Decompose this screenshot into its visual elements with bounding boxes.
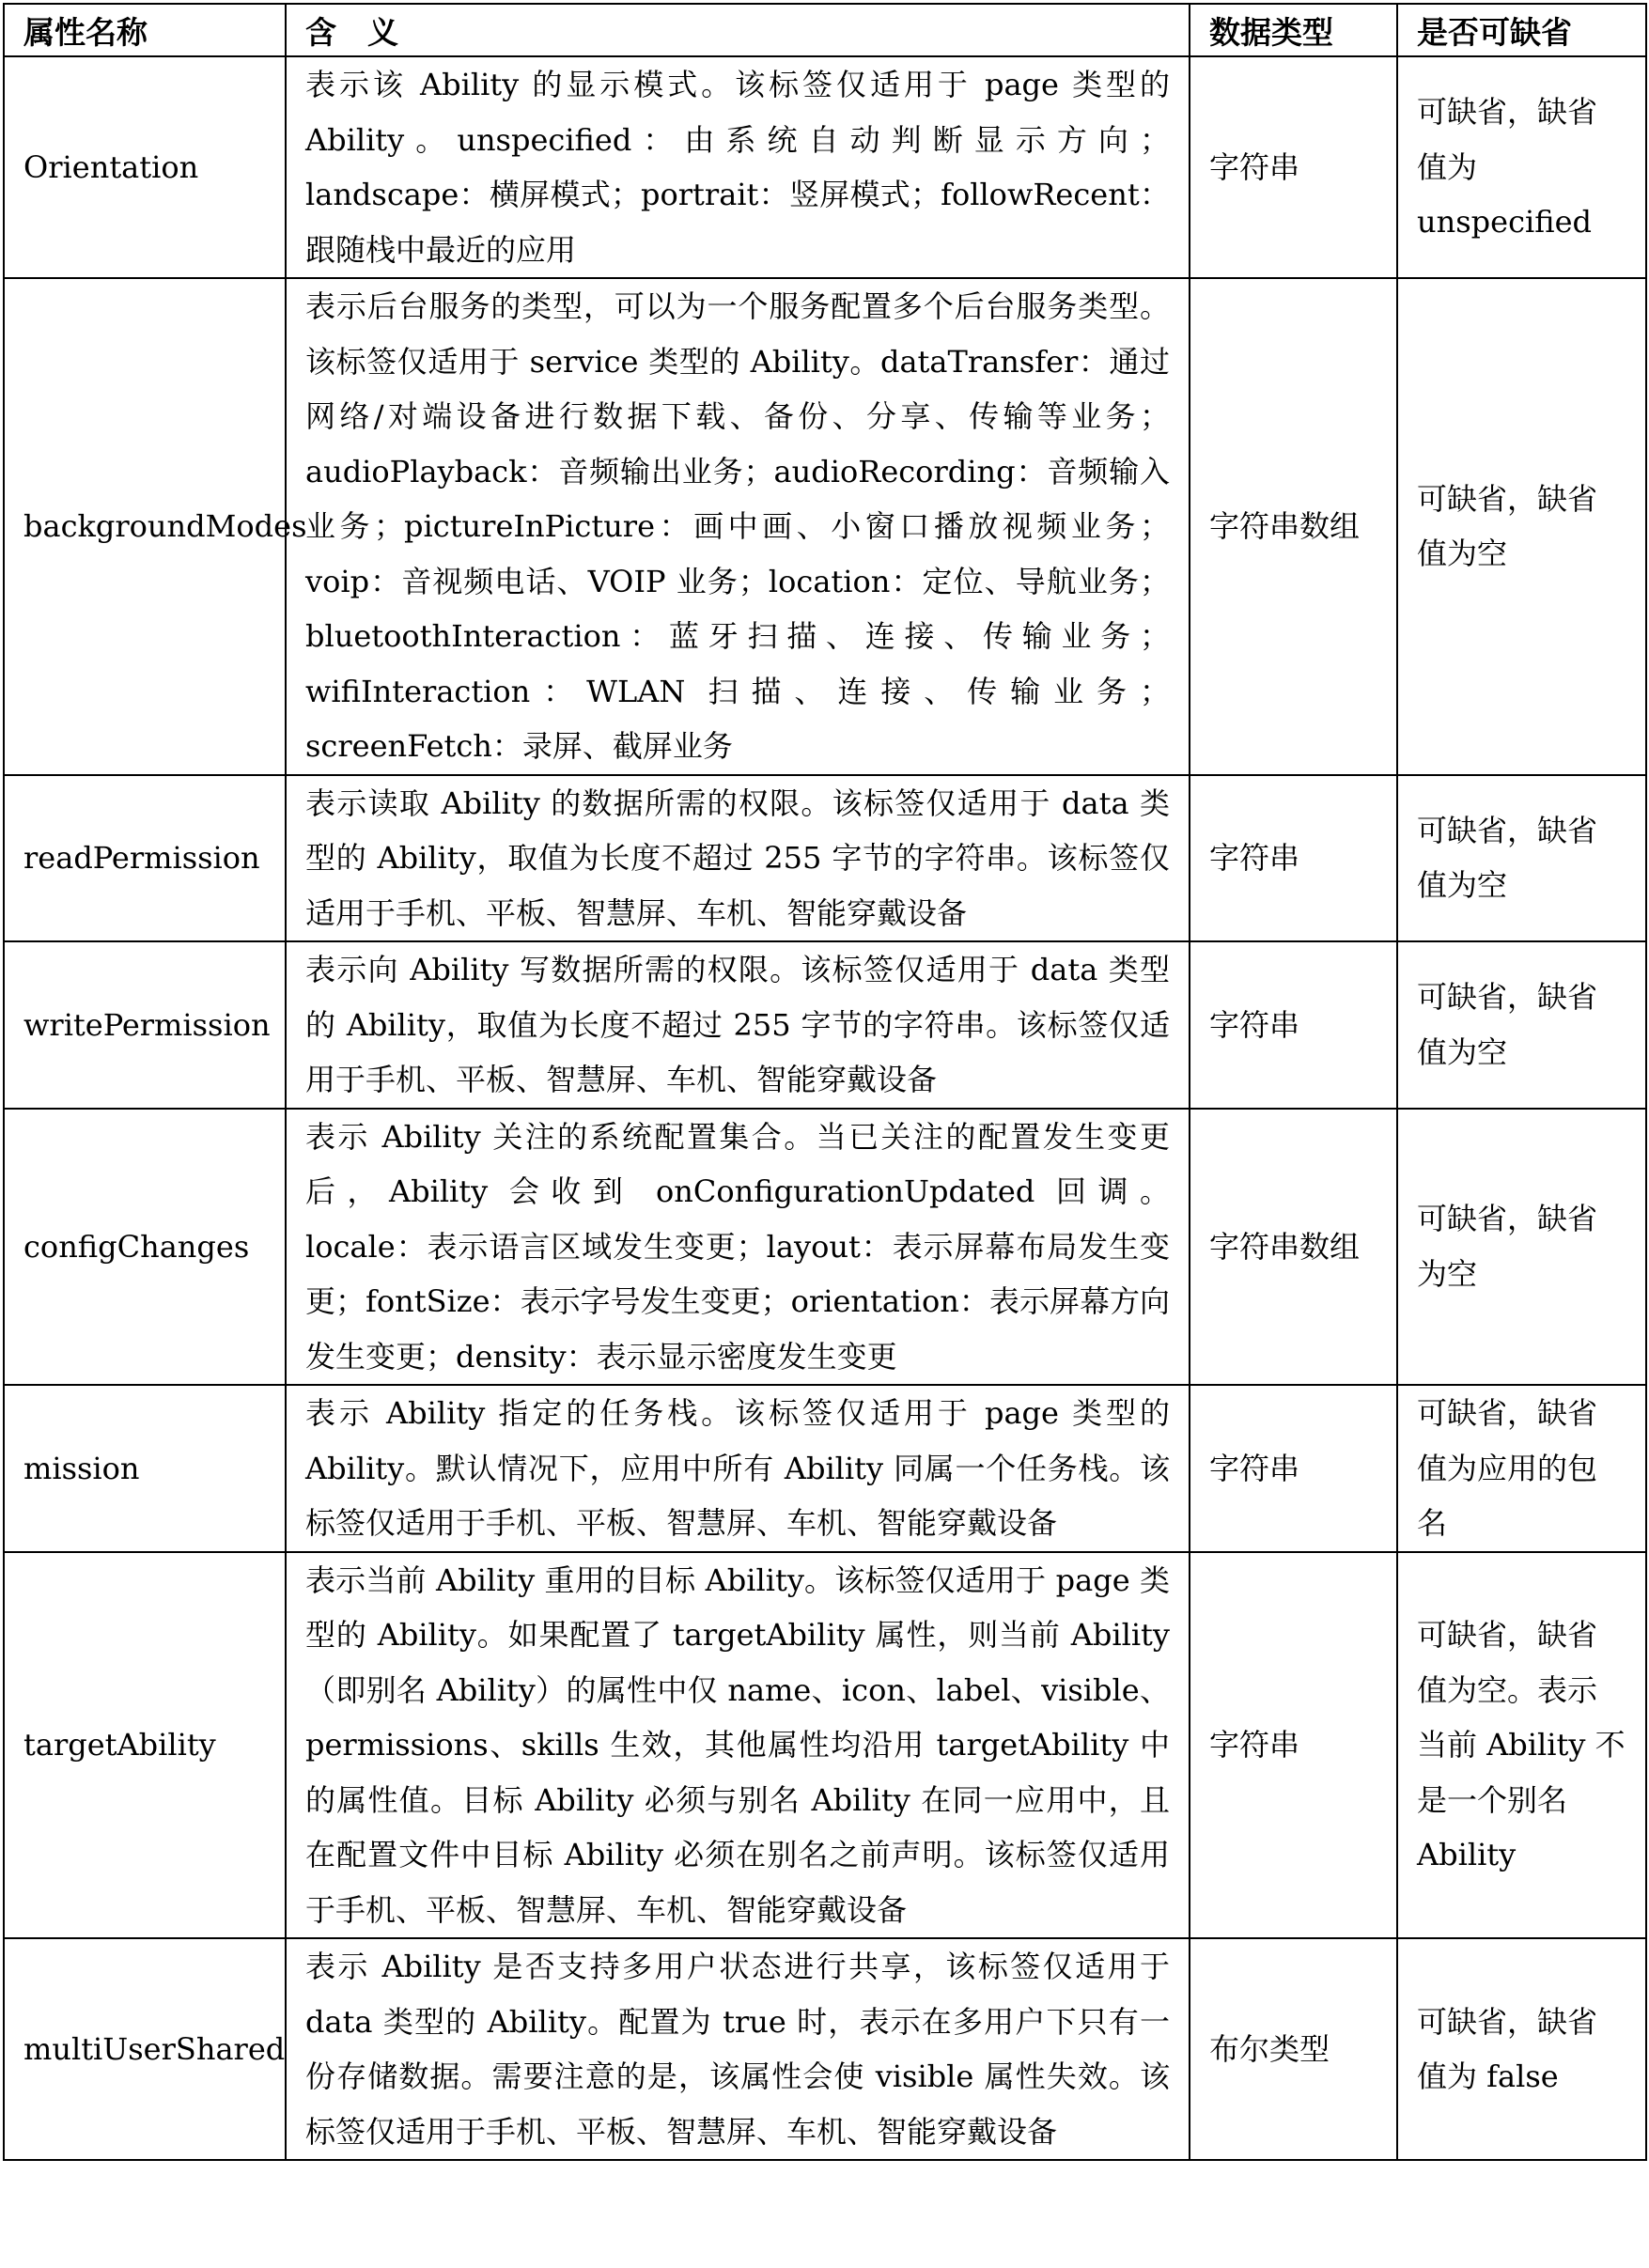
table-row	[4, 1385, 1646, 1552]
cell-optional: 可缺省，缺省值为空。表示当前 Ability 不是一个别名 Ability	[1397, 1552, 1646, 1939]
table-row	[4, 1552, 1646, 1939]
header-data-type: 数据类型	[1190, 4, 1397, 56]
header-attribute-name: 属性名称	[4, 4, 286, 56]
cell-meaning: 表示 Ability 关注的系统配置集合。当已关注的配置发生变更后，Ability 会收到 onConfigurationUpdated 回调。locale：表示语言区域发生变更；layout：表示屏幕布局发生变更；fontSize：表示字号发生变更；orientation：表示屏幕方向发生变更；density：表示显示密度发生变更	[286, 1109, 1190, 1386]
table-row	[4, 775, 1646, 942]
cell-optional: 可缺省，缺省值为空	[1397, 941, 1646, 1109]
cell-data-type: 字符串	[1190, 1552, 1397, 1939]
table-row	[4, 1938, 1646, 2160]
table-row	[4, 278, 1646, 775]
cell-attribute-name: multiUserShared	[4, 1938, 286, 2160]
table-header-row	[4, 4, 1646, 56]
cell-meaning: 表示当前 Ability 重用的目标 Ability。该标签仅适用于 page 类型的 Ability。如果配置了 targetAbility 属性，则当前 Ability（即别名 Ability）的属性中仅 name、icon、label、visible、permissions、skills 生效，其他属性均沿用 targetAbility 中的属性值。目标 Ability 必须与别名 Ability 在同一应用中，且在配置文件中目标 Ability 必须在别名之前声明。该标签仅适用于手机、平板、智慧屏、车机、智能穿戴设备	[286, 1552, 1190, 1939]
cell-attribute-name: Orientation	[4, 56, 286, 278]
cell-attribute-name: backgroundModes	[4, 278, 286, 775]
cell-optional: 可缺省，缺省值为空	[1397, 278, 1646, 775]
cell-optional: 可缺省，缺省值为 false	[1397, 1938, 1646, 2160]
header-optional: 是否可缺省	[1397, 4, 1646, 56]
cell-data-type: 字符串	[1190, 941, 1397, 1109]
cell-meaning: 表示读取 Ability 的数据所需的权限。该标签仅适用于 data 类型的 Ability，取值为长度不超过 255 字节的字符串。该标签仅适用于手机、平板、智慧屏、车机、智能穿戴设备	[286, 775, 1190, 942]
cell-meaning: 表示向 Ability 写数据所需的权限。该标签仅适用于 data 类型的 Ability，取值为长度不超过 255 字节的字符串。该标签仅适用于手机、平板、智慧屏、车机、智能穿戴设备	[286, 941, 1190, 1109]
attribute-table	[3, 3, 1647, 2161]
cell-data-type: 布尔类型	[1190, 1938, 1397, 2160]
cell-attribute-name: readPermission	[4, 775, 286, 942]
cell-optional: 可缺省，缺省值为unspecified	[1397, 56, 1646, 278]
cell-optional: 可缺省，缺省为空	[1397, 1109, 1646, 1386]
cell-data-type: 字符串数组	[1190, 278, 1397, 775]
cell-meaning: 表示 Ability 指定的任务栈。该标签仅适用于 page 类型的 Ability。默认情况下，应用中所有 Ability 同属一个任务栈。该标签仅适用于手机、平板、智慧屏、车机、智能穿戴设备	[286, 1385, 1190, 1552]
cell-meaning: 表示 Ability 是否支持多用户状态进行共享，该标签仅适用于 data 类型的 Ability。配置为 true 时，表示在多用户下只有一份存储数据。需要注意的是，该属性会使 visible 属性失效。该标签仅适用于手机、平板、智慧屏、车机、智能穿戴设备	[286, 1938, 1190, 2160]
cell-optional: 可缺省，缺省值为空	[1397, 775, 1646, 942]
cell-attribute-name: mission	[4, 1385, 286, 1552]
cell-meaning: 表示该 Ability 的显示模式。该标签仅适用于 page 类型的 Ability。unspecified：由系统自动判断显示方向；landscape：横屏模式；portrait：竖屏模式；followRecent：跟随栈中最近的应用	[286, 56, 1190, 278]
cell-attribute-name: targetAbility	[4, 1552, 286, 1939]
table-row	[4, 1109, 1646, 1386]
header-meaning: 含 义	[286, 4, 1190, 56]
cell-meaning: 表示后台服务的类型，可以为一个服务配置多个后台服务类型。该标签仅适用于 service 类型的 Ability。dataTransfer：通过网络/对端设备进行数据下载、备份、分享、传输等业务；audioPlayback：音频输出业务；audioRecording：音频输入业务；pictureInPicture：画中画、小窗口播放视频业务；voip：音视频电话、VOIP 业务；location：定位、导航业务；bluetoothInteraction：蓝牙扫描、连接、传输业务；wifiInteraction：WLAN 扫描、连接、传输业务；screenFetch：录屏、截屏业务	[286, 278, 1190, 775]
cell-data-type: 字符串	[1190, 775, 1397, 942]
cell-data-type: 字符串	[1190, 1385, 1397, 1552]
cell-attribute-name: configChanges	[4, 1109, 286, 1386]
cell-attribute-name: writePermission	[4, 941, 286, 1109]
table-row	[4, 941, 1646, 1109]
cell-data-type: 字符串数组	[1190, 1109, 1397, 1386]
table-row	[4, 56, 1646, 278]
cell-data-type: 字符串	[1190, 56, 1397, 278]
cell-optional: 可缺省，缺省值为应用的包名	[1397, 1385, 1646, 1552]
